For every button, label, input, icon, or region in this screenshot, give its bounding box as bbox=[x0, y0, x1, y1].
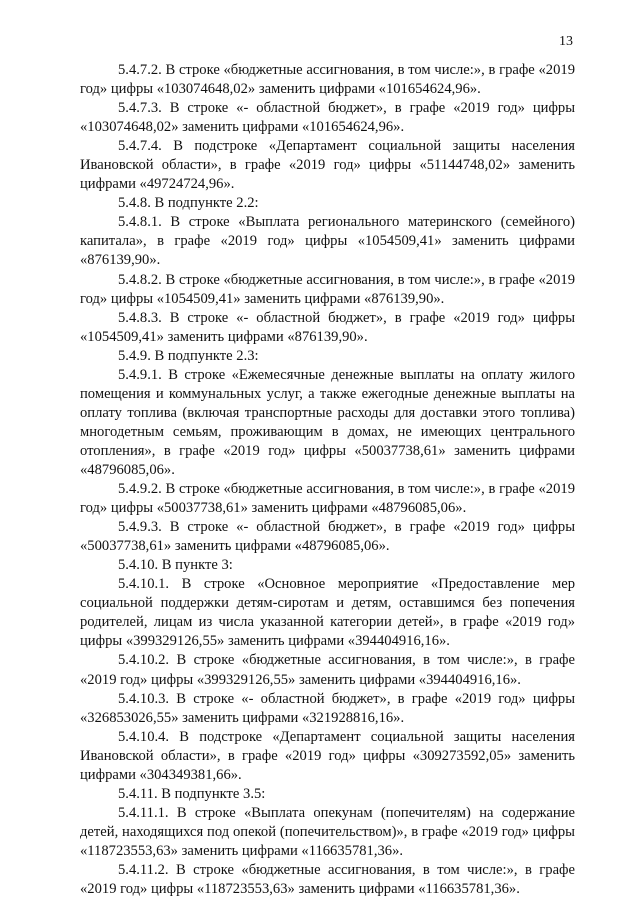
paragraph-5-4-8: 5.4.8. В подпункте 2.2: bbox=[118, 195, 259, 212]
paragraph-5-4-10-4: 5.4.10.4. В подстроке «Департамент социальной защиты населения Ивановской области», в графе «2019 год» цифры «309273592,05» заменить цифрами «304349381,66». bbox=[80, 728, 575, 783]
paragraph-5-4-7-4: 5.4.7.4. В подстроке «Департамент социальной защиты населения Ивановской области», в графе «2019 год» цифры «51144748,02» заменить цифрами «49724724,96». bbox=[80, 138, 575, 193]
paragraph-5-4-11-2: 5.4.11.2. В строке «бюджетные ассигнования, в том числе:», в графе «2019 год» цифры «118723553,63» заменить цифрами «116635781,36». bbox=[80, 861, 575, 898]
paragraph-5-4-11: 5.4.11. В подпункте 3.5: bbox=[118, 785, 266, 802]
paragraph-5-4-8-3: 5.4.8.3. В строке «- областной бюджет», в графе «2019 год» цифры «1054509,41» заменить цифрами «876139,90». bbox=[80, 309, 575, 345]
paragraph-5-4-9-2: 5.4.9.2. В строке «бюджетные ассигнования, в том числе:», в графе «2019 год» цифры «50037738,61» заменить цифрами «48796085,06». bbox=[80, 481, 575, 517]
document-body bbox=[80, 61, 575, 899]
paragraph-5-4-11-1: 5.4.11.1. В строке «Выплата опекунам (попечителям) на содержание детей, находящихся под опекой (попечительством)», в графе «2019 год» цифры «118723553,63» заменить цифрами «116635781,36». bbox=[80, 804, 575, 859]
paragraph-5-4-9: 5.4.9. В подпункте 2.3: bbox=[118, 347, 259, 364]
paragraph-5-4-10: 5.4.10. В пункте 3: bbox=[118, 557, 233, 574]
paragraph-5-4-10-1: 5.4.10.1. В строке «Основное мероприятие «Предоставление мер социальной поддержки детям-сиротам и детям, оставшимся без попечения родителей, лицам из числа указанной категории детей», в графе «2019 год» цифры «399329126,55» заменить цифрами «394404916,16». bbox=[80, 576, 575, 650]
paragraph-5-4-7-2: 5.4.7.2. В строке «бюджетные ассигнования, в том числе:», в графе «2019 год» цифры «103074648,02» заменить цифрами «101654624,96». bbox=[80, 62, 575, 98]
paragraph-5-4-10-3: 5.4.10.3. В строке «- областной бюджет», в графе «2019 год» цифры «326853026,55» заменить цифрами «321928816,16». bbox=[80, 690, 575, 726]
paragraph-5-4-7-3: 5.4.7.3. В строке «- областной бюджет», в графе «2019 год» цифры «103074648,02» заменить цифрами «101654624,96». bbox=[80, 100, 575, 136]
paragraph-5-4-9-1: 5.4.9.1. В строке «Ежемесячные денежные выплаты на оплату жилого помещения и коммунальных услуг, а также ежегодные денежные выплаты на оплату топлива (включая транспортные расходы для доставки этого топлива) многодетным семьям, проживающим в домах, не имеющих центрального отопления», в графе «2019 год» цифры «50037738,61» заменить цифрами «48796085,06». bbox=[80, 366, 575, 478]
paragraph-5-4-10-2: 5.4.10.2. В строке «бюджетные ассигнования, в том числе:», в графе «2019 год» цифры «399329126,55» заменить цифрами «394404916,16». bbox=[80, 652, 575, 688]
page-number: 13 bbox=[559, 34, 573, 49]
paragraph-5-4-9-3: 5.4.9.3. В строке «- областной бюджет», в графе «2019 год» цифры «50037738,61» заменить цифрами «48796085,06». bbox=[80, 519, 575, 555]
paragraph-5-4-8-2: 5.4.8.2. В строке «бюджетные ассигнования, в том числе:», в графе «2019 год» цифры «1054509,41» заменить цифрами «876139,90». bbox=[80, 271, 575, 307]
paragraph-5-4-8-1: 5.4.8.1. В строке «Выплата регионального материнского (семейного) капитала», в графе «2019 год» цифры «1054509,41» заменить цифрами «876139,90». bbox=[80, 214, 575, 269]
